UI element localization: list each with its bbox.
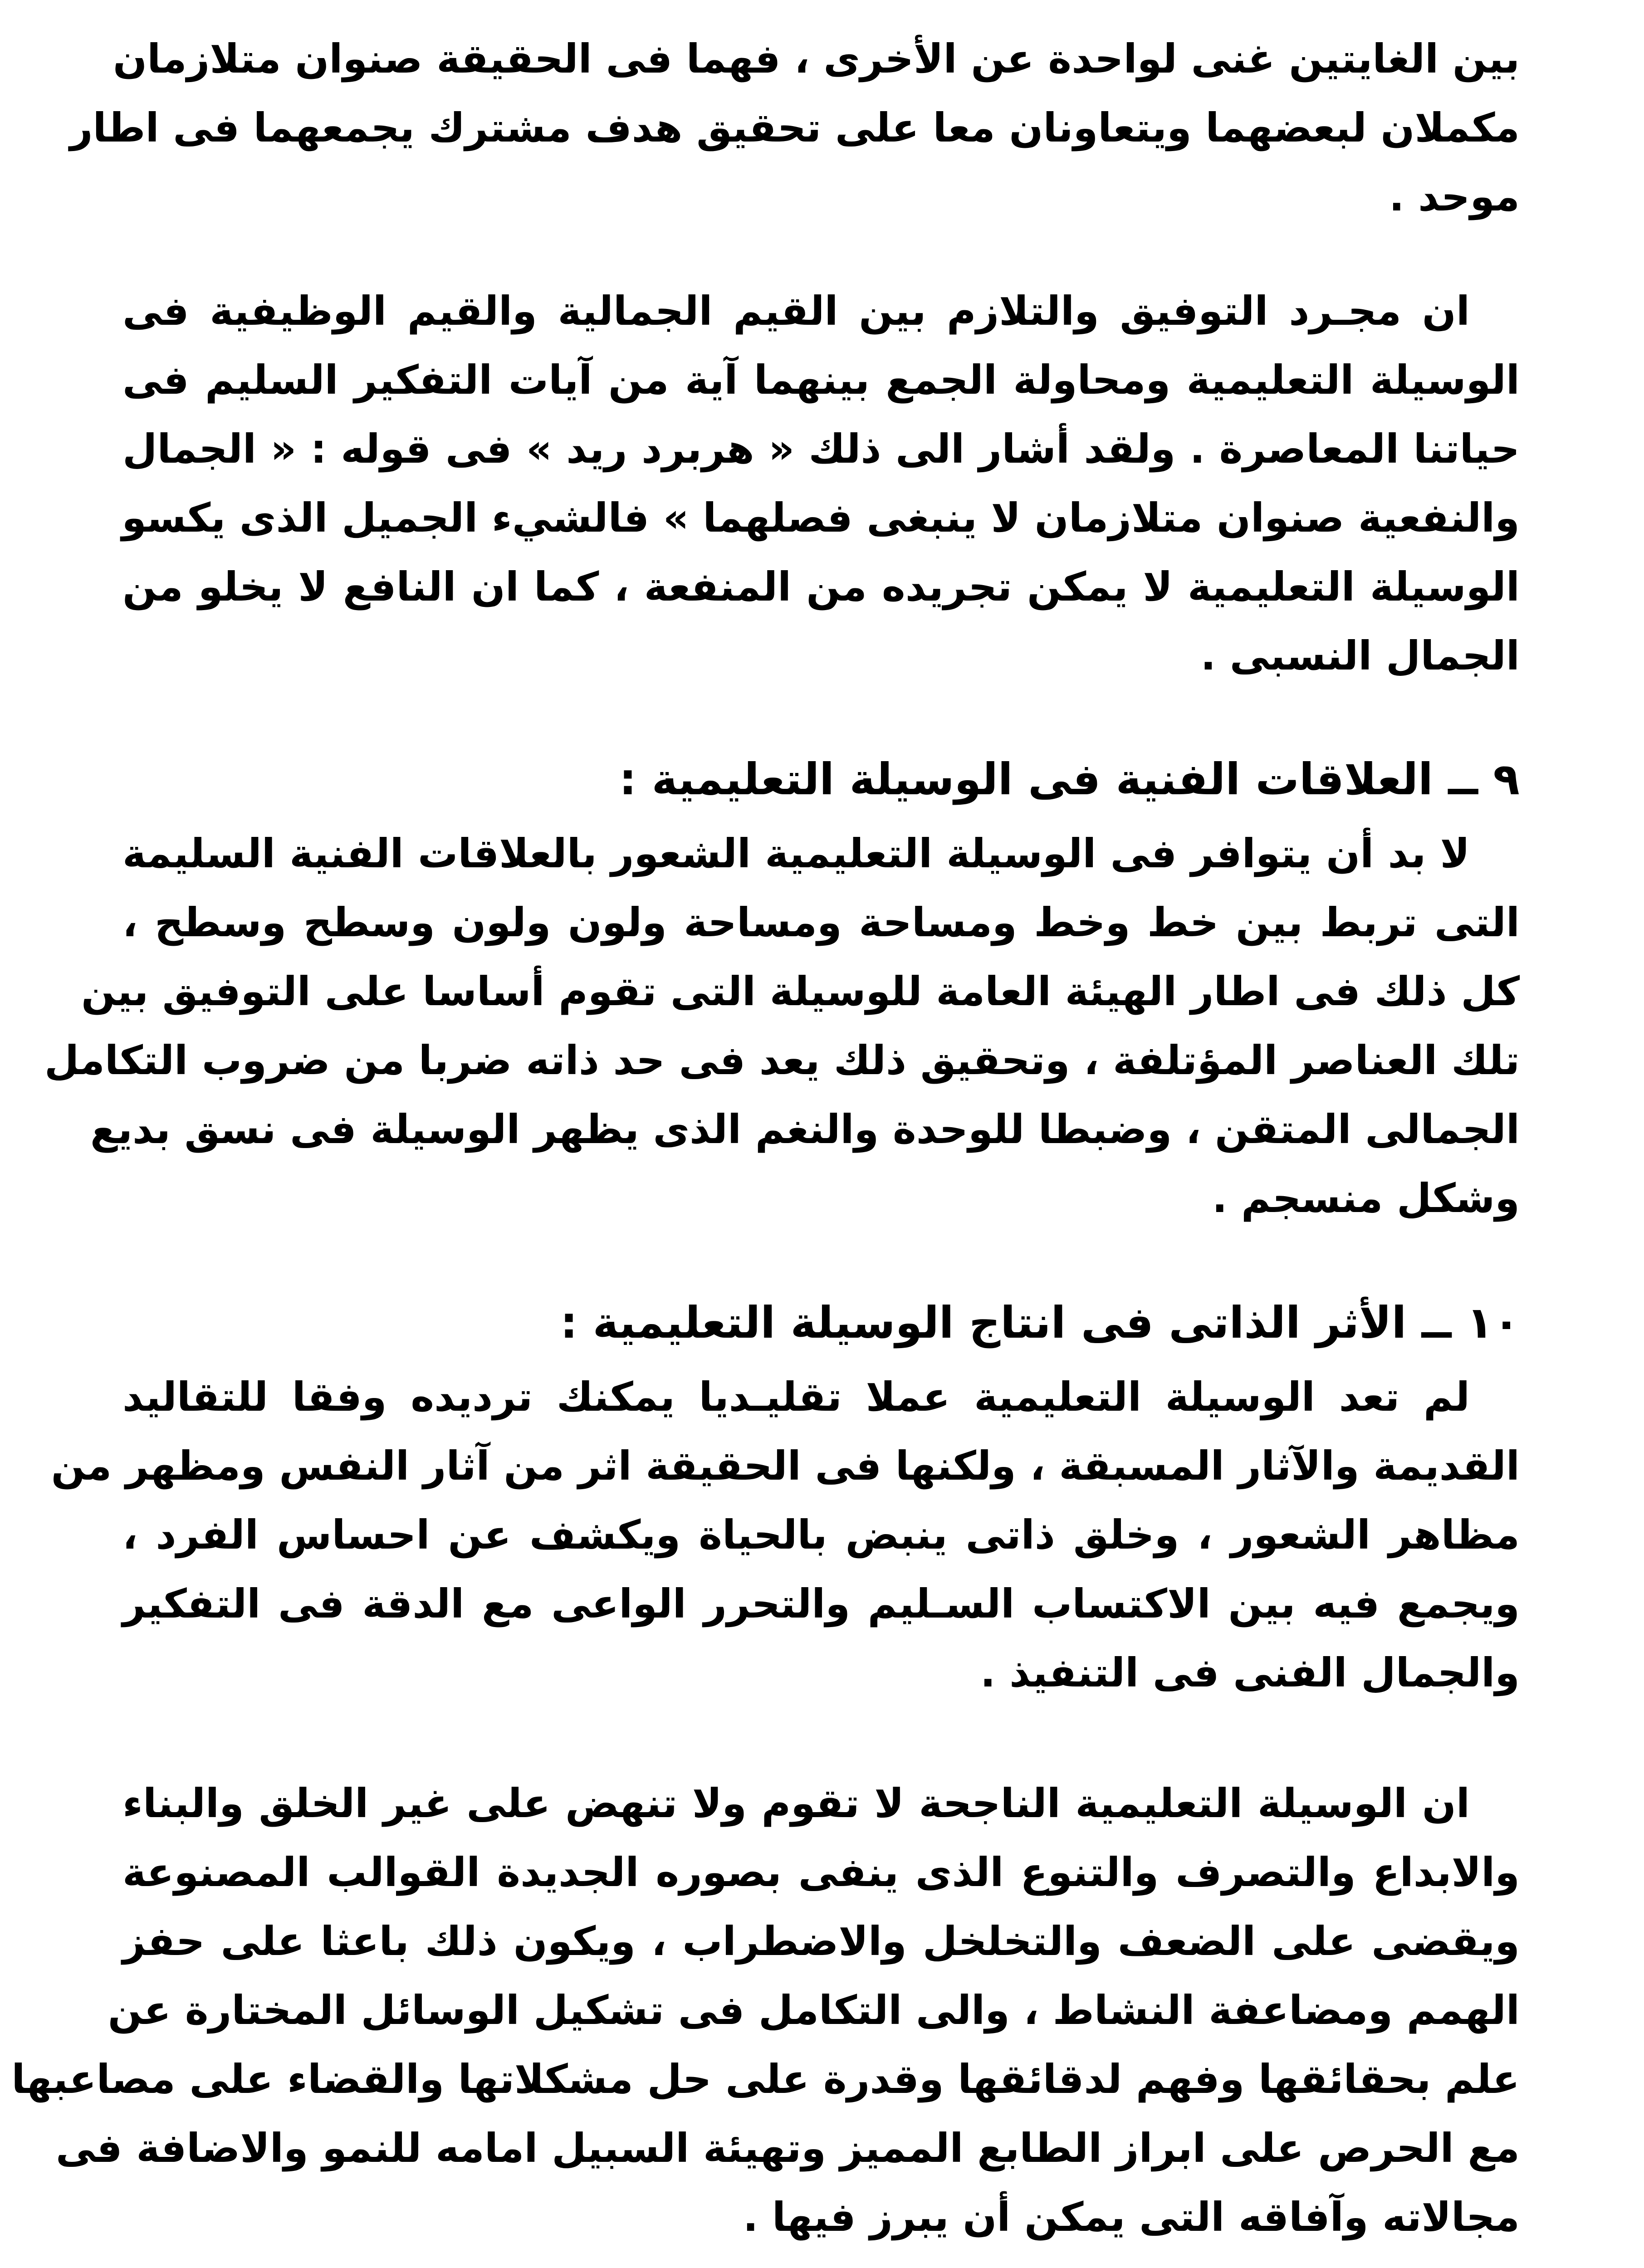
text-line: مظاهر الشعور ، وخلق ذاتى ينبض بالحياة ويكشف عن احساس الفرد ،: [122, 1511, 1520, 1558]
text-line: كل ذلك فى اطار الهيئة العامة للوسيلة التى تقوم أساسا على التوفيق بين: [81, 968, 1520, 1015]
text-line: ان الوسيلة التعليمية الناجحة لا تقوم ولا تنهض على غير الخلق والبناء: [122, 1780, 1470, 1827]
text-line: والنفعية صنوان متلازمان لا ينبغى فصلهما » فالشيء الجميل الذى يكسو: [122, 494, 1520, 541]
text-line: ويقضى على الضعف والتخلخل والاضطراب ، ويكون ذلك باعثا على حفز: [122, 1918, 1520, 1965]
text-line: ويجمع فيه بين الاكتساب السـليم والتحرر الواعى مع الدقة فى التفكير: [122, 1580, 1520, 1627]
text-line: التى تربط بين خط وخط ومساحة ومساحة ولون ولون وسطح وسطح ،: [122, 899, 1520, 946]
text-line: مكملان لبعضهما ويتعاونان معا على تحقيق هدف مشترك يجمعهما فى اطار: [69, 104, 1520, 151]
text-line: الوسيلة التعليمية ومحاولة الجمع بينهما آية من آيات التفكير السليم فى: [122, 357, 1520, 403]
text-line: القديمة والآثار المسبقة ، ولكنها فى الحقيقة اثر من آثار النفس ومظهر من: [51, 1442, 1520, 1489]
text-line: والابداع والتصرف والتنوع الذى ينفى بصوره الجديدة القوالب المصنوعة: [122, 1849, 1520, 1896]
text-line: علم بحقائقها وفهم لدقائقها وقدرة على حل مشكلاتها والقضاء على مصاعبها: [11, 2056, 1520, 2102]
section-heading: ١٠ ــ الأثر الذاتى فى انتاج الوسيلة التعليمية :: [560, 1297, 1520, 1348]
text-line: مجالاته وآفاقه التى يمكن أن يبرز فيها .: [743, 2194, 1520, 2240]
text-line: وشكل منسجم .: [1212, 1175, 1520, 1222]
text-line: مع الحرص على ابراز الطابع المميز وتهيئة السبيل امامه للنمو والاضافة فى: [55, 2125, 1520, 2171]
text-line: تلك العناصر المؤتلفة ، وتحقيق ذلك يعد فى حد ذاته ضربا من ضروب التكامل: [44, 1037, 1520, 1084]
text-line: الوسيلة التعليمية لا يمكن تجريده من المنفعة ، كما ان النافع لا يخلو من: [122, 563, 1520, 610]
text-line: الهمم ومضاعفة النشاط ، والى التكامل فى تشكيل الوسائل المختارة عن: [108, 1987, 1520, 2033]
text-line: الجمال النسبى .: [1200, 632, 1520, 679]
text-line: لا بد أن يتوافر فى الوسيلة التعليمية الشعور بالعلاقات الفنية السليمة: [122, 830, 1470, 877]
text-line: الجمالى المتقن ، وضبطا للوحدة والنغم الذى يظهر الوسيلة فى نسق بديع: [90, 1106, 1520, 1153]
text-line: حياتنا المعاصرة . ولقد أشار الى ذلك « هربرد ريد » فى قوله : « الجمال: [122, 425, 1520, 472]
page-body: [11, 27, 1520, 2268]
text-line: موحد .: [1389, 173, 1520, 220]
text-line: والجمال الفنى فى التنفيذ .: [980, 1649, 1520, 1696]
text-line: ان مجـرد التوفيق والتلازم بين القيم الجمالية والقيم الوظيفية فى: [122, 288, 1470, 334]
section-heading: ٩ ــ العلاقات الفنية فى الوسيلة التعليمية :: [619, 754, 1520, 805]
text-line: بين الغايتين غنى لواحدة عن الأخرى ، فهما فى الحقيقة صنوان متلازمان: [113, 35, 1520, 82]
text-line: لم تعد الوسيلة التعليمية عملا تقليـديا يمكنك ترديده وفقا للتقاليد: [122, 1374, 1470, 1420]
